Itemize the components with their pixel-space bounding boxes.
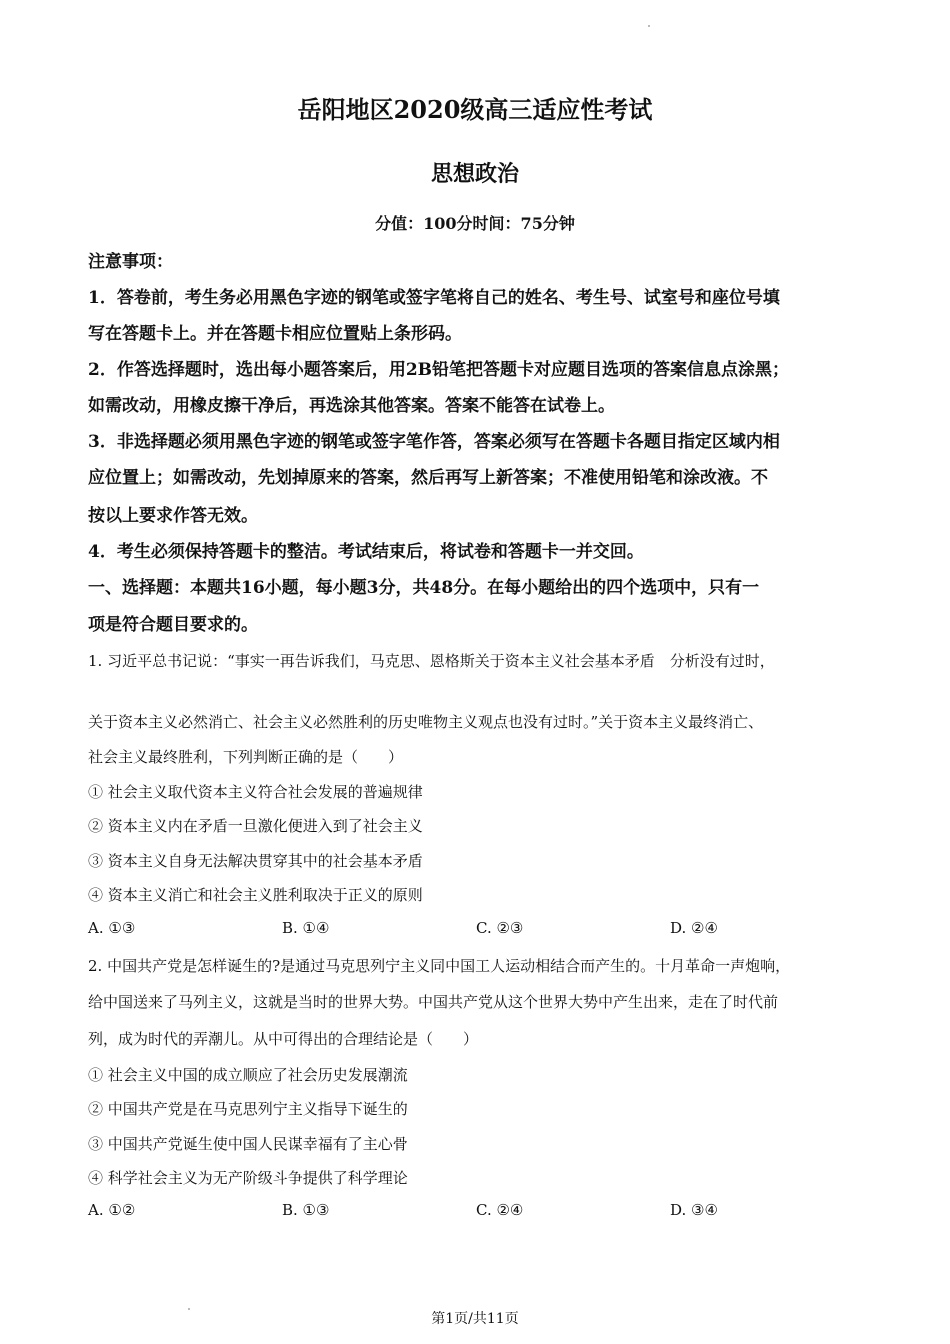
- question-2-statement: ③ 中国共产党诞生使中国人民谋幸福有了主心骨: [88, 1135, 408, 1153]
- question-1-stem: 关于资本主义必然消亡、社会主义必然胜利的历史唯物主义观点也没有过时。”关于资本主义最终消亡、: [88, 713, 764, 731]
- question-2-statement: ② 中国共产党是在马克思列宁主义指导下诞生的: [88, 1100, 408, 1118]
- question-2-statement: ④ 科学社会主义为无产阶级斗争提供了科学理论: [88, 1169, 408, 1187]
- question-1-option-b: B. ①④: [282, 919, 330, 937]
- question-1-statement: ④ 资本主义消亡和社会主义胜利取决于正义的原则: [88, 886, 423, 904]
- notice-line: 1．答卷前，考生务必用黑色字迹的钢笔或签字笔将自己的姓名、考生号、试室号和座位号填: [88, 288, 780, 308]
- question-2-stem: 列，成为时代的弄潮儿。从中可得出的合理结论是（ ）: [88, 1030, 479, 1048]
- question-1-option-a: A. ①③: [88, 919, 136, 937]
- page-number: 第1页/共11页: [431, 1311, 519, 1327]
- question-2-option-b: B. ①③: [282, 1201, 330, 1219]
- notice-heading: 注意事项：: [88, 252, 173, 272]
- notice-line: 应位置上；如需改动，先划掉原来的答案，然后再写上新答案；不准使用铅笔和涂改液。不: [88, 468, 768, 488]
- question-2-statement: ① 社会主义中国的成立顺应了社会历史发展潮流: [88, 1066, 408, 1084]
- section-heading: 项是符合题目要求的。: [88, 615, 258, 635]
- question-1-stem: 1. 习近平总书记说：“事实一再告诉我们，马克思、恩格斯关于资本主义社会基本矛盾 分析没有过时，: [88, 652, 775, 670]
- question-2-stem: 给中国送来了马列主义，这就是当时的世界大势。中国共产党从这个世界大势中产生出来，走在了时代前: [88, 993, 779, 1011]
- question-2-option-a: A. ①②: [88, 1201, 136, 1219]
- question-2-option-c: C. ②④: [476, 1201, 524, 1219]
- question-1-option-d: D. ②④: [670, 919, 718, 937]
- question-1-statement: ② 资本主义内在矛盾一旦激化便进入到了社会主义: [88, 817, 423, 835]
- question-2-stem: 2. 中国共产党是怎样诞生的?是通过马克思列宁主义同中国工人运动相结合而产生的。十月革命一声炮响，: [88, 957, 791, 975]
- question-1-stem: 社会主义最终胜利，下列判断正确的是（ ）: [88, 748, 404, 766]
- question-1-option-c: C. ②③: [476, 919, 524, 937]
- speck: [648, 25, 650, 27]
- notice-line: 如需改动，用橡皮擦干净后，再选涂其他答案。答案不能答在试卷上。: [88, 396, 615, 416]
- subject-title: 思想政治: [430, 161, 519, 187]
- notice-line: 3．非选择题必须用黑色字迹的钢笔或签字笔作答，答案必须写在答题卡各题目指定区域内相: [88, 432, 780, 452]
- notice-line: 写在答题卡上。并在答题卡相应位置贴上条形码。: [88, 324, 462, 344]
- score-time-info: 分值：100分时间：75分钟: [375, 214, 575, 233]
- question-2-option-d: D. ③④: [670, 1201, 718, 1219]
- exam-title: 岳阳地区2020级高三适应性考试: [297, 95, 653, 124]
- notice-line: 按以上要求作答无效。: [88, 506, 258, 526]
- notice-line: 4．考生必须保持答题卡的整洁。考试结束后，将试卷和答题卡一并交回。: [88, 542, 644, 562]
- question-1-statement: ③ 资本主义自身无法解决贯穿其中的社会基本矛盾: [88, 852, 423, 870]
- notice-line: 2．作答选择题时，选出每小题答案后，用2B铅笔把答题卡对应题目选项的答案信息点涂黑；: [88, 360, 790, 380]
- section-heading: 一、选择题：本题共16小题，每小题3分，共48分。在每小题给出的四个选项中，只有一: [88, 578, 760, 598]
- question-1-statement: ① 社会主义取代资本主义符合社会发展的普遍规律: [88, 783, 423, 801]
